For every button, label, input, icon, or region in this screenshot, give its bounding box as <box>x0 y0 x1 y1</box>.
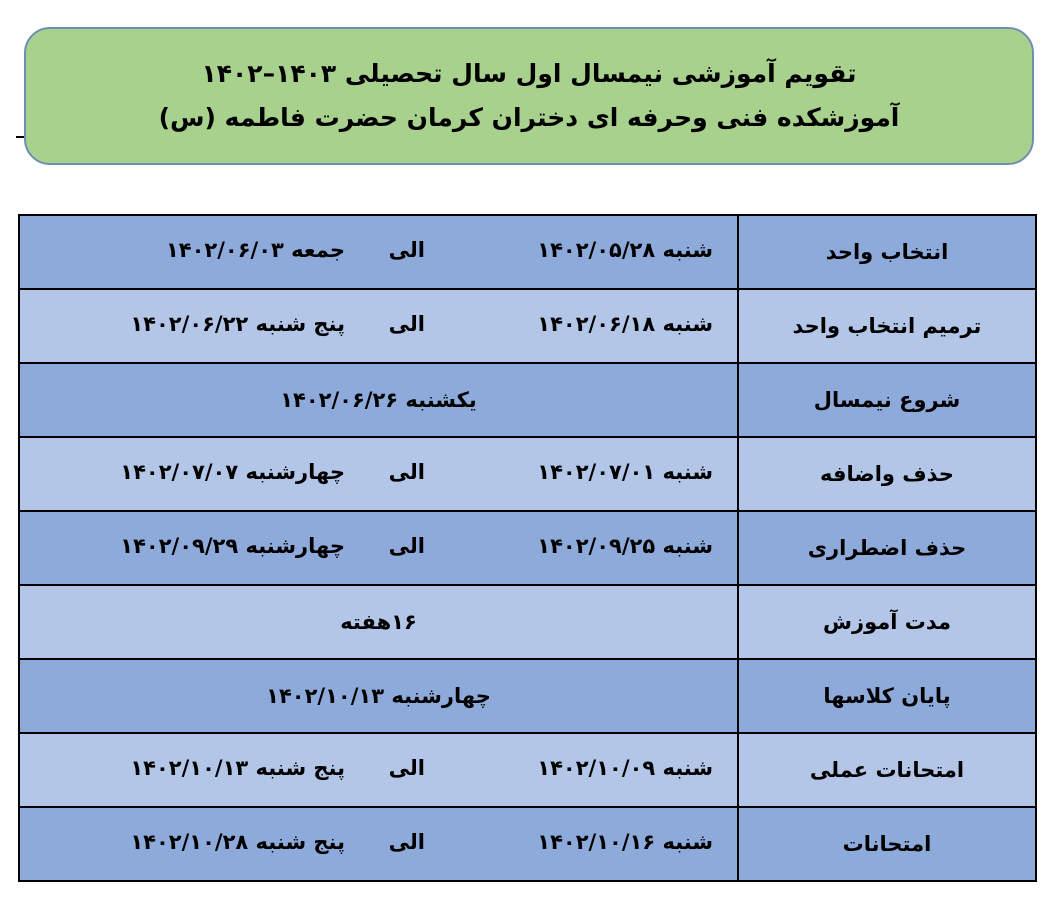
start-date: شنبه ۱۴۰۲/۱۰/۱۶ <box>537 830 713 854</box>
row-label: حذف اضطراری <box>738 511 1036 585</box>
row-label: مدت آموزش <box>738 585 1036 659</box>
end-date: پنج شنبه ۱۴۰۲/۱۰/۲۸ <box>130 830 345 854</box>
row-label: شروع نیمسال <box>738 363 1036 437</box>
table-row <box>19 215 1036 289</box>
range-separator: الی <box>388 756 425 780</box>
range-separator: الی <box>388 830 425 854</box>
single-date: یکشنبه ۱۴۰۲/۰۶/۲۶ <box>280 388 477 412</box>
header-title: تقویم آموزشی نیمسال اول سال تحصیلی ۱۴۰۳–۱۴۰۲ <box>201 59 857 88</box>
start-date: شنبه ۱۴۰۲/۰۵/۲۸ <box>537 238 713 262</box>
start-date: شنبه ۱۴۰۲/۱۰/۰۹ <box>537 756 713 780</box>
end-date: جمعه ۱۴۰۲/۰۶/۰۳ <box>165 238 345 262</box>
start-date: شنبه ۱۴۰۲/۰۶/۱۸ <box>537 312 713 336</box>
start-date: شنبه ۱۴۰۲/۰۹/۲۵ <box>537 534 713 558</box>
row-value <box>19 585 738 659</box>
row-label: ترمیم انتخاب واحد <box>738 289 1036 363</box>
calendar-header <box>24 27 1034 165</box>
academic-calendar-table <box>18 214 1037 882</box>
table-row <box>19 659 1036 733</box>
row-value <box>19 215 738 289</box>
table-row <box>19 585 1036 659</box>
end-date: پنج شنبه ۱۴۰۲/۱۰/۱۳ <box>130 756 345 780</box>
row-label: حذف واضافه <box>738 437 1036 511</box>
row-label: امتحانات عملی <box>738 733 1036 807</box>
row-value <box>19 659 738 733</box>
range-separator: الی <box>388 312 425 336</box>
range-separator: الی <box>388 460 425 484</box>
end-date: چهارشنبه ۱۴۰۲/۰۷/۰۷ <box>120 460 345 484</box>
row-value <box>19 733 738 807</box>
single-date: چهارشنبه ۱۴۰۲/۱۰/۱۳ <box>266 684 491 708</box>
row-label: پایان کلاسها <box>738 659 1036 733</box>
range-separator: الی <box>388 238 425 262</box>
decorative-tick <box>16 136 24 138</box>
table-row <box>19 511 1036 585</box>
row-label: امتحانات <box>738 807 1036 881</box>
row-value <box>19 511 738 585</box>
row-value <box>19 437 738 511</box>
table-row <box>19 807 1036 881</box>
end-date: چهارشنبه ۱۴۰۲/۰۹/۲۹ <box>120 534 345 558</box>
end-date: پنج شنبه ۱۴۰۲/۰۶/۲۲ <box>130 312 345 336</box>
row-value <box>19 363 738 437</box>
header-institution: آموزشکده فنی وحرفه ای دختران کرمان حضرت فاطمه (س) <box>158 103 900 132</box>
row-value <box>19 807 738 881</box>
range-separator: الی <box>388 534 425 558</box>
table-row <box>19 289 1036 363</box>
start-date: شنبه ۱۴۰۲/۰۷/۰۱ <box>537 460 713 484</box>
row-value <box>19 289 738 363</box>
table-row <box>19 363 1036 437</box>
table-row <box>19 733 1036 807</box>
table-row <box>19 437 1036 511</box>
single-value: ۱۶هفته <box>340 610 417 634</box>
row-label: انتخاب واحد <box>738 215 1036 289</box>
